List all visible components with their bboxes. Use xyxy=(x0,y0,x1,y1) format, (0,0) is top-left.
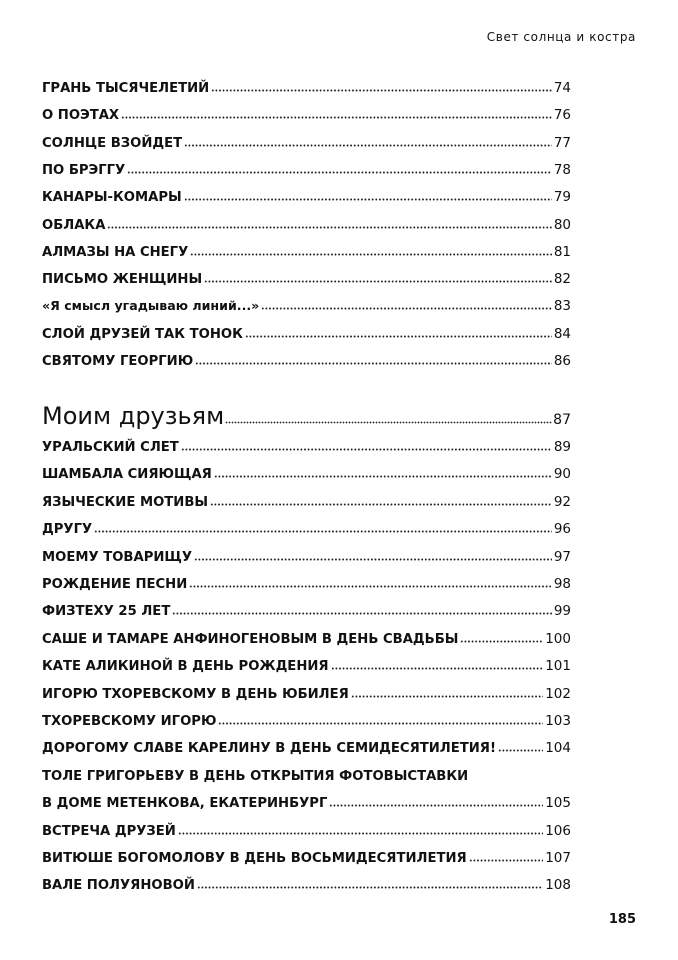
toc-entry-title: ОБЛАКА xyxy=(42,217,106,233)
dot-leader xyxy=(184,198,552,201)
toc-entry-title: СВЯТОМУ ГЕОРГИЮ xyxy=(42,353,194,369)
dot-leader xyxy=(184,144,552,147)
dot-leader xyxy=(190,253,552,256)
toc-entry-page: 108 xyxy=(545,876,571,893)
dot-leader xyxy=(211,89,552,92)
toc-entry-page: 96 xyxy=(553,520,571,537)
toc-entry-page: 79 xyxy=(553,188,571,205)
toc-entry[interactable] xyxy=(42,210,571,232)
toc-entry[interactable] xyxy=(42,237,571,259)
toc-entry[interactable] xyxy=(42,128,571,150)
toc-entry-page: 102 xyxy=(545,685,571,702)
toc-entry-page: 77 xyxy=(553,134,571,151)
running-header: Свет солнца и костра xyxy=(486,30,636,44)
toc-entry-page: 78 xyxy=(553,161,571,178)
dot-leader xyxy=(94,530,552,533)
toc-entry-page: 74 xyxy=(553,79,571,96)
toc-entry[interactable] xyxy=(42,73,571,95)
dot-leader xyxy=(351,695,543,698)
toc-entry[interactable] xyxy=(42,514,571,536)
toc-entry-title: ИГОРЮ ТХОРЕВСКОМУ В ДЕНЬ ЮБИЛЕЯ xyxy=(42,686,349,702)
toc-entry-page: 105 xyxy=(545,794,571,811)
page-number: 185 xyxy=(608,912,636,927)
section-heading-title: Моим друзьям xyxy=(42,402,225,430)
dot-leader xyxy=(210,503,552,506)
toc-entry-page: 80 xyxy=(553,216,571,233)
toc-entry-title: ДОРОГОМУ СЛАВЕ КАРЕЛИНУ В ДЕНЬ СЕМИДЕСЯТИЛЕТИЯ! xyxy=(42,740,496,756)
toc-entry-page: 82 xyxy=(553,270,571,287)
toc-entry-title: ТХОРЕВСКОМУ ИГОРЮ xyxy=(42,713,217,729)
toc-entry[interactable] xyxy=(42,596,571,618)
toc-entry-page: 104 xyxy=(545,739,571,756)
toc-entry-page: 103 xyxy=(545,712,571,729)
dot-leader xyxy=(469,859,544,862)
toc-entry[interactable] xyxy=(42,651,571,673)
toc-entry-title: ГРАНЬ ТЫСЯЧЕЛЕТИЙ xyxy=(42,80,210,96)
toc-entry-title: СЛОЙ ДРУЗЕЙ ТАК ТОНОК xyxy=(42,326,243,342)
dot-leader xyxy=(331,667,544,670)
dot-leader xyxy=(195,362,552,365)
toc-entry-title: КАНАРЫ-КОМАРЫ xyxy=(42,189,182,205)
toc-entry[interactable] xyxy=(42,679,571,701)
toc-entry[interactable] xyxy=(42,816,571,838)
toc-entry[interactable] xyxy=(42,843,571,865)
toc-entry-title: УРАЛЬСКИЙ СЛЕТ xyxy=(42,439,179,455)
dot-leader xyxy=(204,280,552,283)
toc-entry-title: ШАМБАЛА СИЯЮЩАЯ xyxy=(42,466,212,482)
toc-entry[interactable] xyxy=(42,487,571,509)
toc-entry-page: 89 xyxy=(553,438,571,455)
toc-entry[interactable] xyxy=(42,432,571,454)
toc-entry-title: ВСТРЕЧА ДРУЗЕЙ xyxy=(42,823,176,839)
toc-entry[interactable] xyxy=(42,761,571,783)
toc-entry[interactable] xyxy=(42,319,571,341)
dot-leader xyxy=(197,886,543,889)
toc-entry-title: ВИТЮШЕ БОГОМОЛОВУ В ДЕНЬ ВОСЬМИДЕСЯТИЛЕТИЯ xyxy=(42,850,467,866)
toc-entry-title: ТОЛЕ ГРИГОРЬЕВУ В ДЕНЬ ОТКРЫТИЯ ФОТОВЫСТАВКИ xyxy=(42,768,469,784)
dot-leader xyxy=(178,832,543,835)
toc-entry-title: ПО БРЭГГУ xyxy=(42,162,126,178)
toc-entry-page: 90 xyxy=(553,465,571,482)
toc-entry-title: «Я смысл угадываю линий...» xyxy=(42,298,260,314)
toc-entry-title: МОЕМУ ТОВАРИЩУ xyxy=(42,549,193,565)
toc-entry-title: РОЖДЕНИЕ ПЕСНИ xyxy=(42,576,188,592)
toc-entry-title: В ДОМЕ МЕТЕНКОВА, ЕКАТЕРИНБУРГ xyxy=(42,795,328,811)
toc-entry[interactable] xyxy=(42,155,571,177)
dot-leader xyxy=(107,226,551,229)
dot-leader xyxy=(245,335,552,338)
toc-entry-page: 106 xyxy=(545,822,571,839)
toc-entry-page: 81 xyxy=(553,243,571,260)
toc-entry-page: 84 xyxy=(553,325,571,342)
toc-entry-page: 98 xyxy=(553,575,571,592)
toc-entry[interactable] xyxy=(42,733,571,755)
dot-leader xyxy=(181,448,552,451)
toc-entry[interactable] xyxy=(42,788,571,810)
dot-leader xyxy=(189,585,552,588)
toc-entry[interactable] xyxy=(42,569,571,591)
dot-leader xyxy=(127,171,552,174)
dot-leader xyxy=(121,116,552,119)
section-heading-page: 87 xyxy=(553,412,571,428)
toc-entry-title: ПИСЬМО ЖЕНЩИНЫ xyxy=(42,271,203,287)
toc-entry-title: ЯЗЫЧЕСКИЕ МОТИВЫ xyxy=(42,494,209,510)
toc-entry[interactable] xyxy=(42,870,571,892)
dot-leader xyxy=(225,421,552,424)
toc-entry-title: АЛМАЗЫ НА СНЕГУ xyxy=(42,244,189,260)
dot-leader xyxy=(172,612,551,615)
toc-entry-page: 76 xyxy=(553,106,571,123)
dot-leader xyxy=(214,475,552,478)
toc-entry-page: 83 xyxy=(553,297,571,314)
toc-entry-page: 86 xyxy=(553,352,571,369)
toc-entry[interactable] xyxy=(42,100,571,122)
section-heading[interactable] xyxy=(42,396,571,428)
dot-leader xyxy=(218,722,543,725)
dot-leader xyxy=(460,640,543,643)
toc-entry-page: 92 xyxy=(553,493,571,510)
toc-entry-page: 97 xyxy=(553,548,571,565)
toc-entry-page: 99 xyxy=(553,602,571,619)
toc-entry-title: КАТЕ АЛИКИНОЙ В ДЕНЬ РОЖДЕНИЯ xyxy=(42,658,329,674)
toc-entry-title: О ПОЭТАХ xyxy=(42,107,120,123)
toc-entry-page: 100 xyxy=(545,630,571,647)
toc-entry[interactable] xyxy=(42,706,571,728)
dot-leader xyxy=(498,749,543,752)
toc-entry[interactable] xyxy=(42,291,571,313)
toc-entry[interactable] xyxy=(42,624,571,646)
dot-leader xyxy=(261,307,552,310)
dot-leader xyxy=(194,558,552,561)
toc-entry[interactable] xyxy=(42,264,571,286)
toc-entry-title: ФИЗТЕХУ 25 ЛЕТ xyxy=(42,603,171,619)
toc-entry[interactable] xyxy=(42,459,571,481)
dot-leader xyxy=(329,804,543,807)
toc-entry-title: ДРУГУ xyxy=(42,521,93,537)
toc-entry[interactable] xyxy=(42,542,571,564)
toc-entry[interactable] xyxy=(42,182,571,204)
toc-entry[interactable] xyxy=(42,346,571,368)
toc-entry-title: САШЕ И ТАМАРЕ АНФИНОГЕНОВЫМ В ДЕНЬ СВАДЬБЫ xyxy=(42,631,459,647)
toc-entry-page: 101 xyxy=(545,657,571,674)
toc-entry-page: 107 xyxy=(545,849,571,866)
toc-entry-title: ВАЛЕ ПОЛУЯНОВОЙ xyxy=(42,877,195,893)
toc-entry-title: СОЛНЦЕ ВЗОЙДЕТ xyxy=(42,135,183,151)
